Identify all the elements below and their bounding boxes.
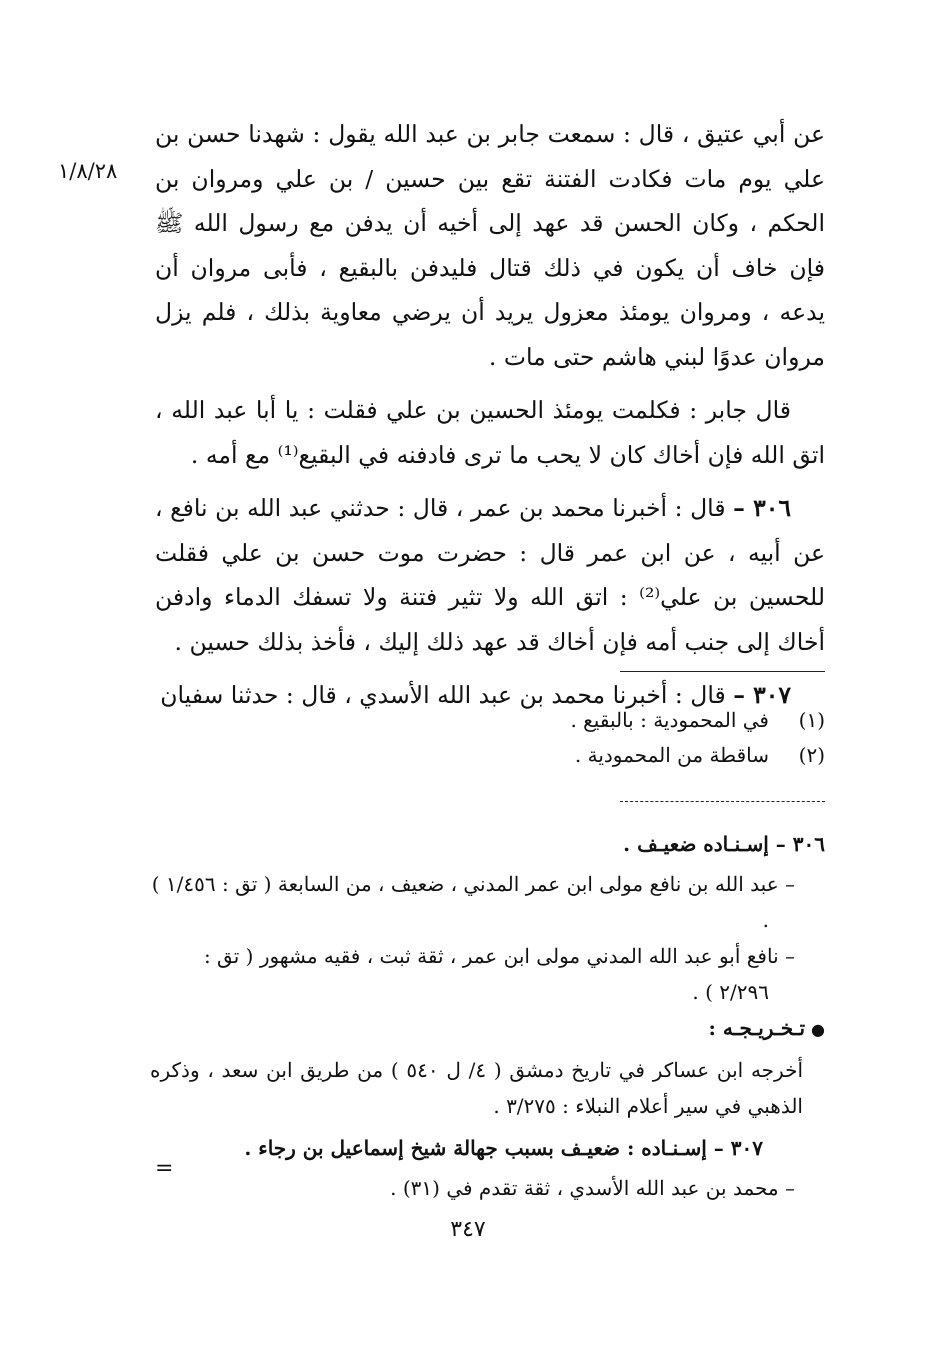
narrator-note: – عبد الله بن نافع مولى ابن عمر المدني ، ضعيف ، من السابعة ( تق : ١/٤٥٦ ) .: [151, 872, 795, 932]
footnote-1: [300, 703, 825, 738]
footnote-2: [300, 738, 825, 773]
hadith-number-306: ٣٠٦ –: [733, 494, 791, 522]
commentary: [150, 826, 825, 1206]
commentary-heading-306: ٣٠٦ – إسـنـاده ضعيـف .: [623, 832, 825, 856]
footnote-text: ساقطة من المحمودية .: [574, 743, 769, 767]
commentary-separator: [620, 801, 825, 802]
paragraph-2: قال جابر : فكلمت يومئذ الحسين بن علي فقلت : يا أبا عبد الله ، اتق الله فإن أخاك كان لا يحب ما ترى فادفنه في البقيع⁽¹⁾ مع أمه .: [155, 396, 825, 469]
main-text: [155, 112, 825, 727]
paragraph-306: [155, 486, 825, 664]
takhrij-text: أخرجه ابن عساكر في تاريخ دمشق ( ٤/ ل ٥٤٠ ) من طريق ابن سعد ، وذكره الذهبي في سير أعلام النبلاء : ٣/٢٧٥ .: [150, 1058, 803, 1118]
footnote-text: في المحمودية : بالبقيع .: [570, 708, 769, 732]
footnote-separator: [620, 671, 825, 672]
hadith-text-306: قال : أخبرنا محمد بن عمر ، قال : حدثني عبد الله بن نافع ، عن أبيه ، عن ابن عمر قال : حضرت موت حسن بن علي فقلت للحسين بن علي⁽²⁾ : اتق الله ولا تثير فتنة ولا تسفك الدماء وادفن أخاك إلى جنب أمه فإن أخاك قد عهد ذلك إليك ، فأخذ بذلك حسين .: [155, 494, 825, 656]
hadith-number-307: ٣٠٧ –: [733, 681, 791, 709]
takhrij-label: تـخـريـجـه :: [708, 1016, 806, 1040]
footnote-number: (٢): [798, 743, 825, 767]
commentary-heading-307: ٣٠٧ – إسـنـاده : ضعيـف بسبب جهالة شيخ إسماعيل بن رجاء .: [244, 1136, 763, 1160]
hadith-text-307: قال : أخبرنا محمد بن عبد الله الأسدي ، قال : حدثنا سفيان: [160, 681, 734, 709]
margin-note: ١/٨/٢٨: [58, 159, 118, 183]
narrator-note: – نافع أبو عبد الله المدني مولى ابن عمر ، ثقة ثبت ، فقيه مشهور ( تق : ٢/٢٩٦ ) .: [203, 944, 795, 1004]
narrator-note: – محمد بن عبد الله الأسدي ، ثقة تقدم في (٣١) .: [390, 1176, 795, 1200]
footnote-number: (١): [798, 708, 825, 732]
continuation-mark: =: [155, 1156, 174, 1181]
page-number: ٣٤٧: [450, 1217, 486, 1242]
bullet-icon: ●: [811, 1020, 825, 1039]
takhrij-heading: [164, 1010, 825, 1048]
paragraph-1: عن أبي عتيق ، قال : سمعت جابر بن عبد الله يقول : شهدنا حسن بن علي يوم مات فكادت الفتنة تقع بين حسين / بن علي ومروان بن الحكم ، وكان الحسن قد عهد إلى أخيه أن يدفن مع رسول الله ﷺ فإن خاف أن يكون في ذلك قتال فليدفن بالبقيع ، فأبى مروان أن يدعه ، ومروان يومئذ معزول يريد أن يرضي معاوية بذلك ، فلم يزل مروان عدوًا لبني هاشم حتى مات .: [155, 120, 825, 371]
footnotes: [300, 703, 825, 773]
